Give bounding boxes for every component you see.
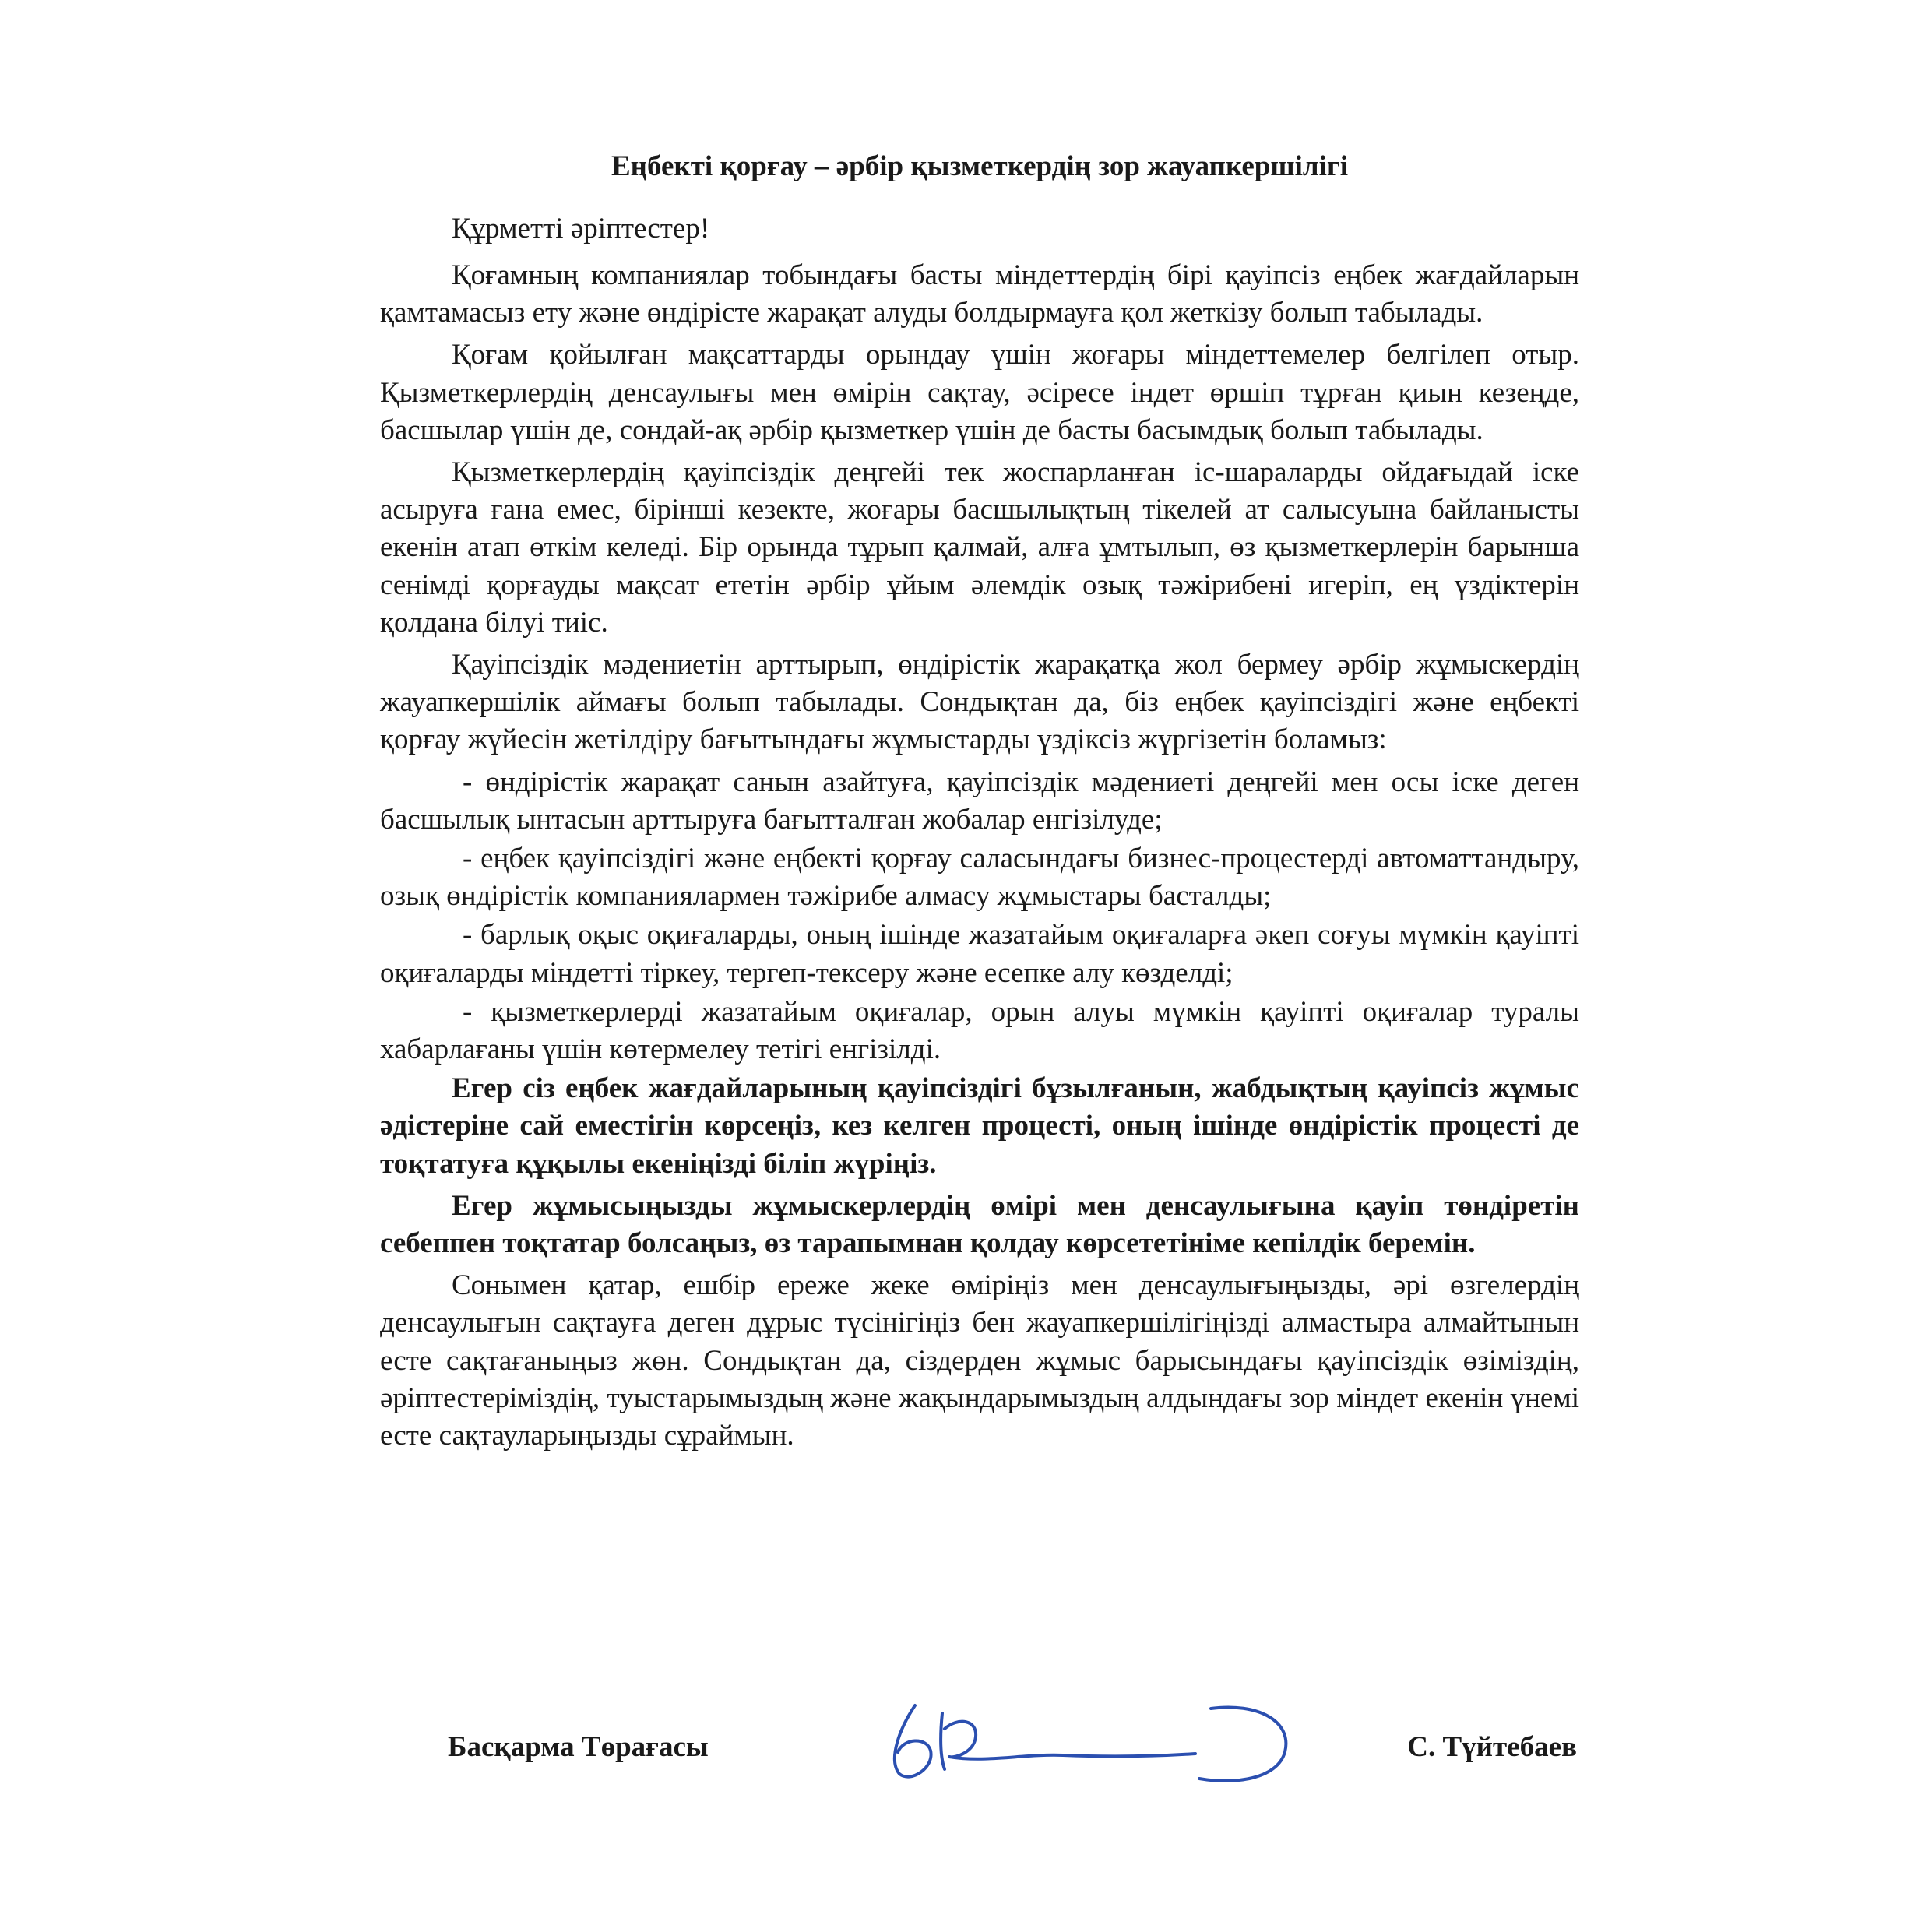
- paragraph-3: Қызметкерлердің қауіпсіздік деңгейі тек жоспарланған іс-шараларды ойдағыдай іске асыруға ғана емес, бірінші кезекте, жоғары басшылықтың тікелей ат салысуына байланысты екенін атап өткім келеді. Бір орында тұрып қалмай, алға ұмтылып, өз қызметкерлерін барынша сенімді қорғауды мақсат ететін әрбір ұйым әлемдік озық тәжірибені игеріп, ең үздіктерін қолдана білуі тиіс.: [380, 456, 1579, 639]
- list-item: - өндірістік жарақат санын азайтуға, қауіпсіздік мәдениеті деңгейі мен осы іске деген басшылық ынтасын арттыруға бағытталған жобалар енгізілуде;: [380, 765, 1579, 836]
- paragraph-1: Қоғамның компаниялар тобындағы басты міндеттердің бірі қауіпсіз еңбек жағдайларын қамтамасыз ету және өндірісте жарақат алуды болдырмауға қол жеткізу болып табылады.: [380, 259, 1579, 329]
- letter-body: [380, 148, 1579, 1459]
- paragraph-4: Қауіпсіздік мәдениетін арттырып, өндірістік жарақатқа жол бермеу әрбір жұмыскердің жауапкершілік аймағы болып табылады. Сондықтан да, біз еңбек қауіпсіздігі және еңбекті қорғау жүйесін жетілдіру бағытындағы жұмыстарды үздіксіз жүргізетін боламыз:: [380, 649, 1579, 756]
- signature-block: [448, 1682, 1577, 1791]
- bold-paragraph-2: Егер жұмысыңызды жұмыскерлердің өмірі мен денсаулығына қауіп төндіретін себеппен тоқтатар болсаңыз, өз тарапымнан қолдау көрсететініме кепілдік беремін.: [380, 1189, 1579, 1260]
- list-item: - еңбек қауіпсіздігі және еңбекті қорғау саласындағы бизнес-процестерді автоматтандыру, озық өндірістік компаниялармен тәжірибе алмасу жұмыстары басталды;: [380, 843, 1579, 913]
- handwritten-signature: [868, 1682, 1304, 1799]
- signatory-name: С. Түйтебаев: [1407, 1731, 1577, 1763]
- closing-paragraph: Сонымен қатар, ешбір ереже жеке өміріңіз мен денсаулығыңызды, әрі өзгелердің денсаулығын сақтауға деген дұрыс түсінігіңіз бен жауапкершілігіңізді алмастыра алмайтынын есте сақтағаныңыз жөн. Сондықтан да, сіздерден жұмыс барысындағы қауіпсіздік өзіміздің, әріптестеріміздің, туыстарымыздың және жақындарымыздың алдындағы зор міндет екенін үнемі есте сақтауларыңызды сұраймын.: [380, 1269, 1579, 1452]
- list-item: - қызметкерлерді жазатайым оқиғалар, орын алуы мүмкін қауіпті оқиғалар туралы хабарлағаны үшін көтермелеу тетігі енгізілді.: [380, 995, 1579, 1066]
- list-item: - барлық оқыс оқиғаларды, оның ішінде жазатайым оқиғаларға әкеп соғуы мүмкін қауіпті оқиғаларды міндетті тіркеу, тергеп-тексеру және есепке алу көзделді;: [380, 919, 1579, 989]
- paragraph-2: Қоғам қойылған мақсаттарды орындау үшін жоғары міндеттемелер белгілеп отыр. Қызметкерлердің денсаулығы мен өмірін сақтау, әсіресе індет өршіп тұрған қиын кезеңде, басшылар үшін де, сондай-ақ әрбір қызметкер үшін де басты басымдық болып табылады.: [380, 339, 1579, 446]
- bold-paragraph-1: Егер сіз еңбек жағдайларының қауіпсіздігі бұзылғанын, жабдықтың қауіпсіз жұмыс әдістеріне сай еместігін көрсеңіз, кез келген процесті, оның ішінде өндірістік процесті де тоқтатуға құқылы екеніңізді біліп жүріңіз.: [380, 1072, 1579, 1180]
- page-title: Еңбекті қорғау – әрбір қызметкердің зор жауапкершілігі: [611, 150, 1348, 182]
- salutation: Құрметті әріптестер!: [452, 213, 710, 245]
- signatory-position: Басқарма Төрағасы: [448, 1731, 709, 1763]
